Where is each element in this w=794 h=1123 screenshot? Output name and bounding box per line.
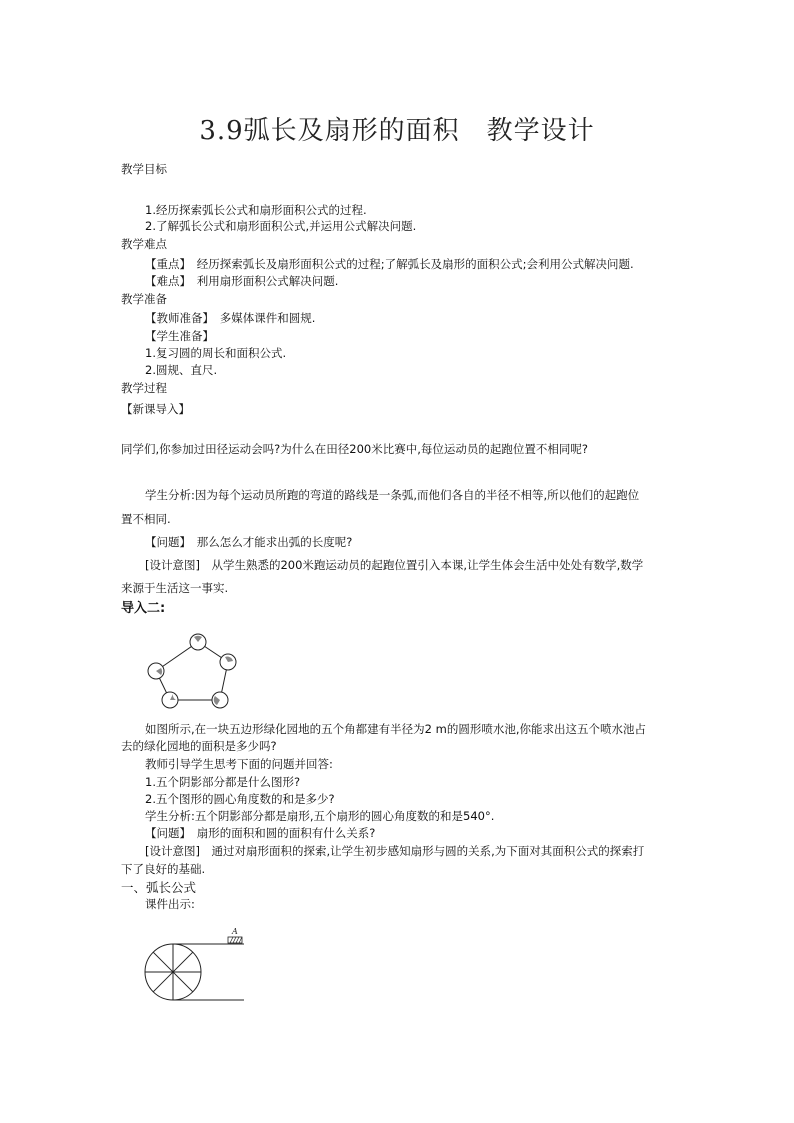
point-a-label: A [232, 927, 238, 936]
pentagon-text-line1: 如图所示,在一块五边形绿化园地的五个角都建有半径为2 m的圆形喷水池,你能求出这五个喷水池占 [145, 722, 646, 736]
key-point: 【重点】 经历探索弧长及扇形面积公式的过程;了解弧长及扇形的面积公式;会利用公式解决问题. [145, 257, 634, 271]
process-heading: 教学过程 [121, 381, 167, 395]
design-1-line2: 来源于生活这一事实. [121, 581, 229, 595]
intro-2-heading: 导入二: [121, 601, 166, 616]
wheel-figure [140, 922, 255, 1004]
pentagon-figure [140, 628, 250, 716]
student-prep-1: 1.复习圆的周长和面积公式. [145, 346, 287, 360]
analysis-1-line2: 置不相同. [121, 512, 171, 526]
goal-1: 1.经历探索弧长公式和扇形面积公式的过程. [145, 203, 367, 217]
question-1: 同学们,你参加过田径运动会吗?为什么在田径200米比赛中,每位运动员的起跑位置不相同呢? [121, 442, 588, 456]
question-angle-sum: 2.五个图形的圆心角度数的和是多少? [145, 792, 335, 806]
teacher-prep: 【教师准备】 多媒体课件和圆规. [145, 311, 316, 325]
wheel-circle [145, 944, 201, 1000]
fountain-circle-bottom-left [162, 692, 178, 708]
analysis-2: 学生分析:五个阴影部分都是扇形,五个扇形的圆心角度数的和是540°. [145, 809, 495, 823]
student-prep-heading: 【学生准备】 [145, 329, 214, 343]
problem-1: 【问题】 那么怎么才能求出弧的长度呢? [145, 535, 353, 549]
fountain-circle-right [220, 654, 236, 670]
design-2-line2: 下了良好的基础. [121, 862, 206, 876]
intro-label: 【新课导入】 [121, 402, 190, 416]
arc-length-heading: 一、弧长公式 [121, 880, 197, 895]
design-1-line1: [设计意图] 从学生熟悉的200米跑运动员的起跑位置引入本课,让学生体会生活中处处有数学,数学 [145, 558, 644, 572]
pentagon-text-line2: 去的绿化园地的面积是多少吗? [121, 739, 277, 753]
analysis-1-line1: 学生分析:因为每个运动员所跑的弯道的路线是一条弧,而他们各自的半径不相等,所以他们的起跑位 [145, 488, 640, 502]
fountain-circle-left [148, 663, 164, 679]
problem-2: 【问题】 扇形的面积和圆的面积有什么关系? [145, 826, 376, 840]
guide-text: 教师引导学生思考下面的问题并回答: [145, 757, 333, 771]
fountain-circle-bottom-right [212, 692, 228, 708]
page-title: 3.9弧长及扇形的面积 教学设计 [199, 116, 595, 146]
hatched-block [228, 937, 242, 943]
fountain-circle-top [190, 634, 206, 650]
student-prep-2: 2.圆规、直尺. [145, 363, 218, 377]
goals-heading: 教学目标 [121, 162, 167, 176]
hard-point: 【难点】 利用扇形面积公式解决问题. [145, 274, 339, 288]
prep-heading: 教学准备 [121, 292, 167, 306]
courseware-label: 课件出示: [145, 897, 195, 911]
difficulty-heading: 教学难点 [121, 237, 167, 251]
design-2-line1: [设计意图] 通过对扇形面积的探索,让学生初步感知扇形与圆的关系,为下面对其面积公式的探索打 [145, 844, 645, 858]
goal-2: 2.了解弧长公式和扇形面积公式,并运用公式解决问题. [145, 219, 417, 233]
question-shaded-shape: 1.五个阴影部分都是什么图形? [145, 775, 301, 789]
